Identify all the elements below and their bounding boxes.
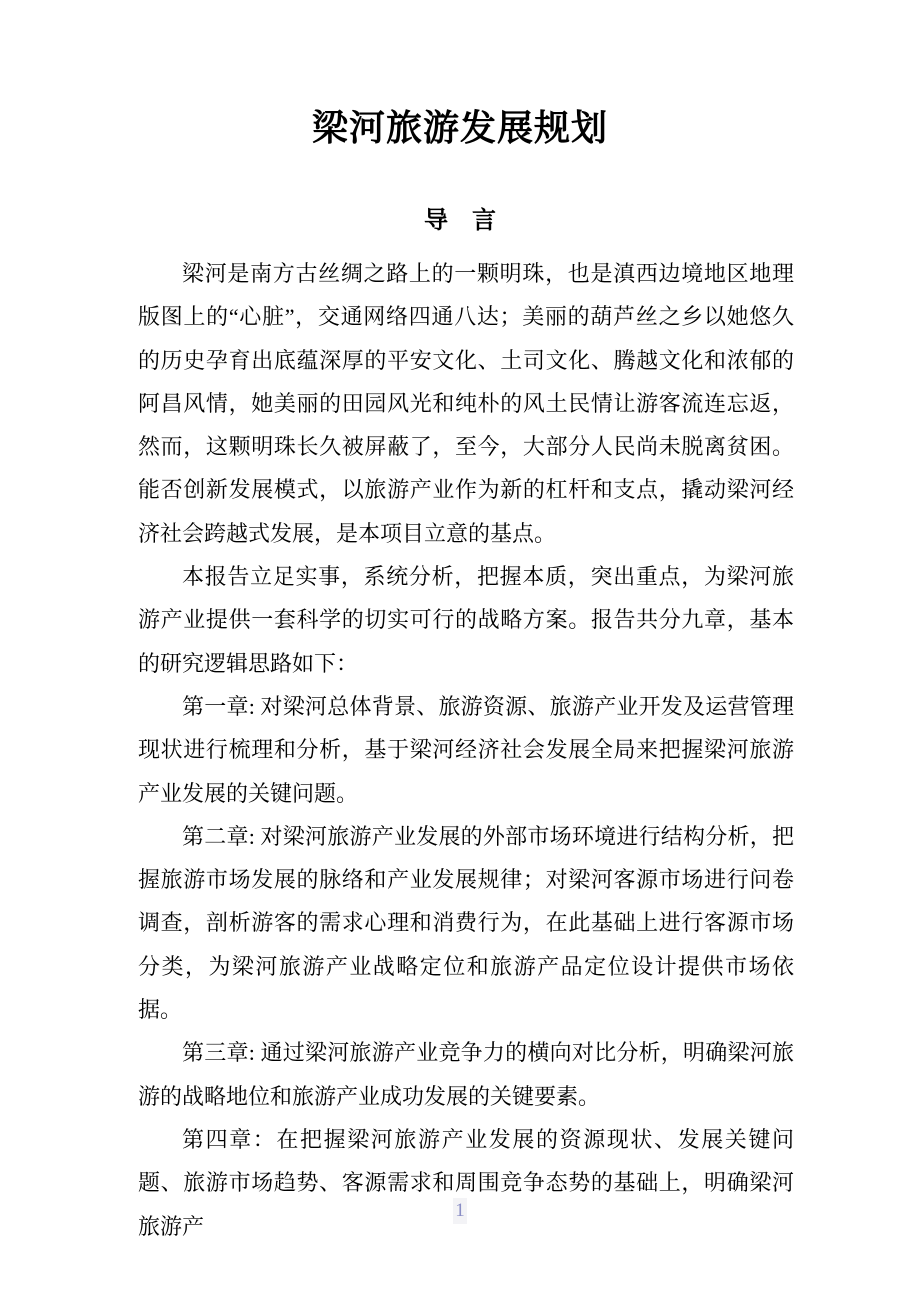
section-heading-introduction: 导 言: [424, 208, 496, 234]
paragraph-chapter-4: 第四章：在把握梁河旅游产业发展的资源现状、发展关键问题、旅游市场趋势、客源需求和周围竞争态势的基础上，明确梁河旅游产: [138, 1126, 794, 1239]
document-title: 梁河旅游发展规划: [311, 108, 608, 148]
paragraph-chapter-3: 第三章: 通过梁河旅游产业竞争力的横向对比分析，明确梁河旅游的战略地位和旅游产业成功发展的关键要素。: [138, 1040, 794, 1109]
document-body: [138, 252, 794, 1248]
paragraph-intro-2: 本报告立足实事，系统分析，把握本质，突出重点，为梁河旅游产业提供一套科学的切实可行的战略方案。报告共分九章，基本的研究逻辑思路如下：: [138, 564, 794, 676]
paragraph-chapter-1: 第一章: 对梁河总体背景、旅游资源、旅游产业开发及运营管理现状进行梳理和分析，基于梁河经济社会发展全局来把握梁河旅游产业发展的关键问题。: [138, 693, 794, 806]
page-footer: [0, 1198, 920, 1224]
paragraph-intro-1: 梁河是南方古丝绸之路上的一颗明珠，也是滇西边境地区地理版图上的“心脏”，交通网络四通八达；美丽的葫芦丝之乡以她悠久的历史孕育出底蕴深厚的平安文化、土司文化、腾越文化和浓郁的阿昌风情，她美丽的田园风光和纯朴的风土民情让游客流连忘返，然而，这颗明珠长久被屏蔽了，至今，大部分人民尚未脱离贫困。能否创新发展模式，以旅游产业作为新的杠杆和支点，撬动梁河经济社会跨越式发展，是本项目立意的基点。: [138, 261, 794, 546]
page-number: 1: [453, 1198, 467, 1224]
paragraph-chapter-2: 第二章: 对梁河旅游产业发展的外部市场环境进行结构分析，把握旅游市场发展的脉络和产业发展规律；对梁河客源市场进行问卷调查，剖析游客的需求心理和消费行为，在此基础上进行客源市场分类，为梁河旅游产业战略定位和旅游产品定位设计提供市场依据。: [138, 823, 794, 1023]
